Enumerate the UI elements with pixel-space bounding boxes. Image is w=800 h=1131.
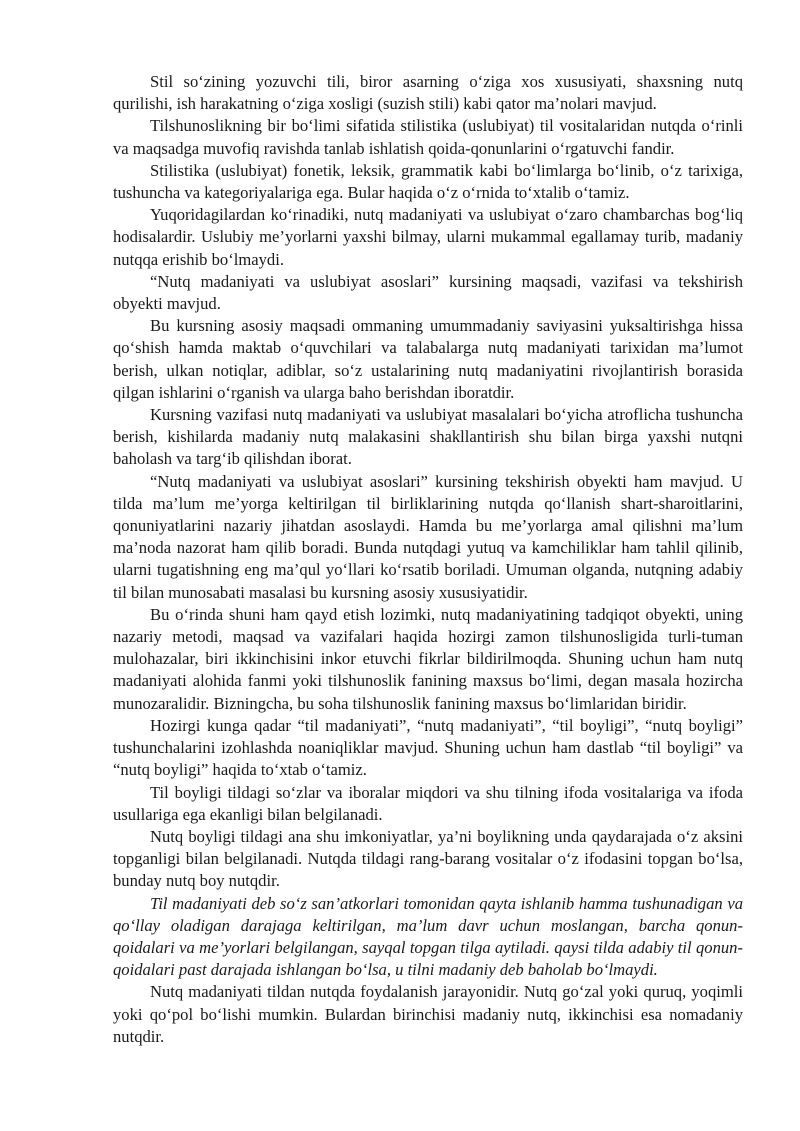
- paragraph: Nutq madaniyati tildan nutqda foydalanish jarayonidir. Nutq go‘zal yoki quruq, yoqimli yoki qo‘pol bo‘lishi mumkin. Bulardan birinchisi madaniy nutq, ikkinchisi esa nomadaniy nutqdir.: [113, 982, 743, 1046]
- paragraph: Bu o‘rinda shuni ham qayd etish lozimki, nutq madaniyatining tadqiqot obyekti, uning nazariy metodi, maqsad va vazifalari haqida hozirgi zamon tilshunosligida turli-tuman mulohazalar, biri ikkinchisini inkor etuvchi fikrlar bildirilmoqda. Shuning uchun ham nutq madaniyati alohida fanmi yoki tilshunoslik fanining maxsus bo‘limi, degan masala hozircha munozaralidir. Bizningcha, bu soha tilshunoslik fanining maxsus bo‘limlaridan biridir.: [113, 604, 743, 713]
- paragraph: Hozirgi kunga qadar “til madaniyati”, “nutq madaniyati”, “til boyligi”, “nutq boyligi” tushunchalarini izohlashda noaniqliklar mavjud. Shuning uchun ham dastlab “til boyligi” va “nutq boyligi” haqida to‘xtab o‘tamiz.: [113, 715, 743, 780]
- paragraph: Yuqoridagilardan ko‘rinadiki, nutq madaniyati va uslubiyat o‘zaro chambarchas bog‘liq hodisalardir. Uslubiy me’yorlarni yaxshi bilmay, ularni mukammal egallamay turib, madaniy nutqqa erishib bo‘lmaydi.: [113, 205, 743, 269]
- paragraph: Stil so‘zining yozuvchi tili, biror asarning o‘ziga xos xususiyati, shaxsning nutq qurilishi, ish harakatning o‘ziga xosligi (suzish stili) kabi qator ma’nolari mavjud.: [113, 72, 743, 114]
- paragraph: Kursning vazifasi nutq madaniyati va uslubiyat masalalari bo‘yicha atroflicha tushuncha berish, kishilarda madaniy nutq malakasini shakllantirish shu bilan birga yaxshi nutqni baholash va targ‘ib qilishdan iborat.: [113, 405, 743, 469]
- paragraph: Bu kursning asosiy maqsadi ommaning umummadaniy saviyasini yuksaltirishga hissa qo‘shish hamda maktab o‘quvchilari va talabalarga nutq madaniyati tarixidan ma’lumot berish, ulkan notiqlar, adiblar, so‘z ustalarining nutq madaniyatini rivojlantirish borasida qilgan ishlarini o‘rganish va ularga baho berishdan iboratdir.: [113, 316, 743, 402]
- document-page: [113, 71, 743, 1048]
- paragraph: Tilshunoslikning bir bo‘limi sifatida stilistika (uslubiyat) til vositalaridan nutqda o‘rinli va maqsadga muvofiq ravishda tanlab ishlatish qoida-qonunlarini o‘rgatuvchi fandir.: [113, 116, 743, 158]
- paragraph: Nutq boyligi tildagi ana shu imkoniyatlar, ya’ni boylikning unda qaydarajada o‘z aksini topganligi bilan belgilanadi. Nutqda tildagi rang-barang vositalar o‘z ifodasini topgan bo‘lsa, bunday nutq boy nutqdir.: [113, 826, 743, 891]
- paragraph: Til boyligi tildagi so‘zlar va iboralar miqdori va shu tilning ifoda vositalariga va ifoda usullariga ega ekanligi bilan belgilanadi.: [113, 782, 743, 824]
- paragraph: Stilistika (uslubiyat) fonetik, leksik, grammatik kabi bo‘limlarga bo‘linib, o‘z tarixiga, tushuncha va kategoriyalariga ega. Bular haqida o‘z o‘rnida to‘xtalib o‘tamiz.: [113, 160, 743, 203]
- paragraph: “Nutq madaniyati va uslubiyat asoslari” kursining maqsadi, vazifasi va tekshirish obyekti mavjud.: [113, 271, 743, 314]
- definition-paragraph: Til madaniyati deb so‘z san’atkorlari tomonidan qayta ishlanib hamma tushunadigan va qo‘llay oladigan darajaga keltirilgan, ma’lum davr uchun moslangan, barcha qonun-qoidalari va me’yorlari belgilangan, sayqal topgan tilga aytiladi. qaysi tilda adabiy til qonun-qoidalari past darajada ishlangan bo‘lsa, u tilni madaniy deb baholab bo‘lmaydi.: [113, 893, 743, 980]
- paragraph: “Nutq madaniyati va uslubiyat asoslari” kursining tekshirish obyekti ham mavjud. U tilda ma’lum me’yorga keltirilgan til birliklarining nutqda qo‘llanish shart-sharoitlarini, qonuniyatlarini nazariy jihatdan asoslaydi. Hamda bu me’yorlarga amal qilishni ma’lum ma’noda nazorat ham qilib boradi. Bunda nutqdagi yutuq va kamchiliklar ham tahlil qilinib, ularni tugatishning eng ma’qul yo‘llari ko‘rsatib boriladi. Umuman olganda, nutqning adabiy til bilan munosabati masalasi bu kursning asosiy xususiyatidir.: [113, 471, 743, 602]
